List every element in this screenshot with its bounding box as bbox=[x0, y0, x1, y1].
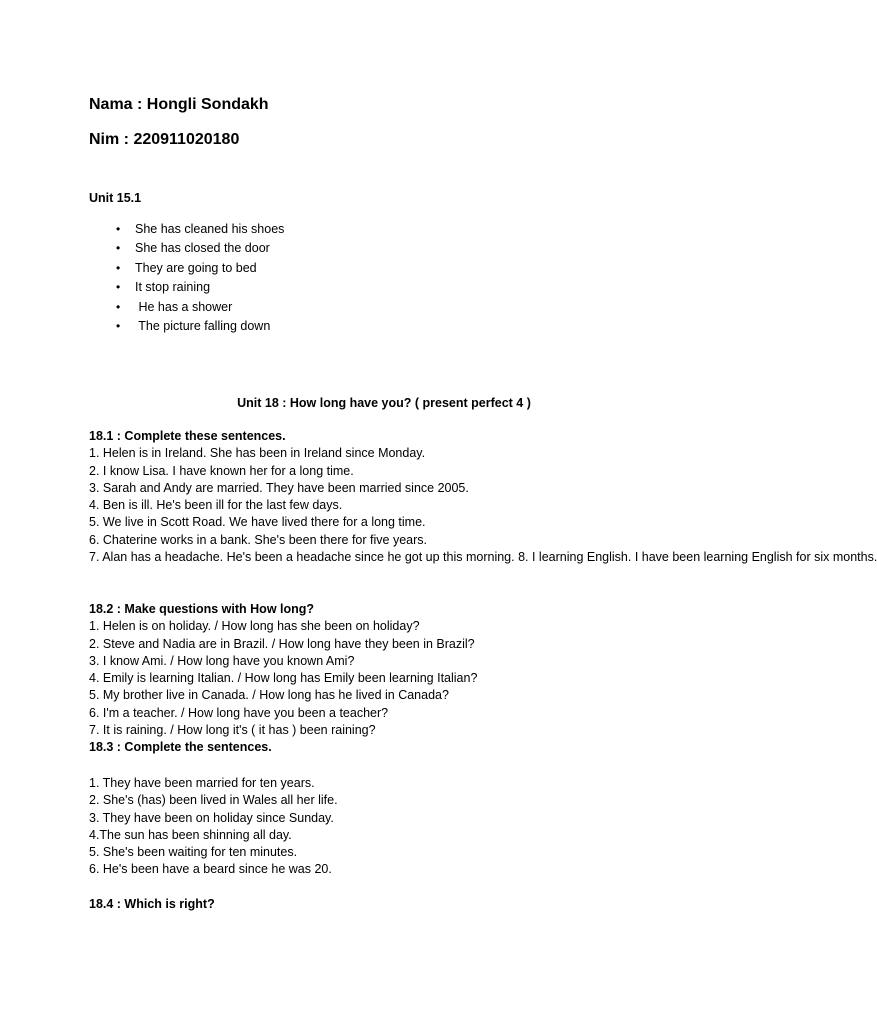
answer-line: 4.The sun has been shinning all day. bbox=[89, 827, 292, 842]
answer-line: 4. Ben is ill. He's been ill for the last few days. bbox=[89, 498, 343, 513]
unit15-title: Unit 15.1 bbox=[89, 191, 142, 205]
list-item-text: They are going to bed bbox=[135, 260, 257, 275]
list-item bbox=[116, 299, 284, 318]
exercise-18-1 bbox=[89, 428, 877, 566]
answer-line: 5. She's been waiting for ten minutes. bbox=[89, 845, 298, 860]
student-name: Nama : Hongli Sondakh bbox=[89, 96, 269, 113]
list-item bbox=[116, 221, 284, 240]
list-item-text: She has cleaned his shoes bbox=[135, 222, 285, 236]
answer-line: 2. She's (has) been lived in Wales all her life. bbox=[89, 793, 338, 808]
answer-line: 6. He's been have a beard since he was 20. bbox=[89, 862, 332, 877]
unit15-list bbox=[116, 221, 284, 337]
list-item-text: It stop raining bbox=[135, 280, 211, 295]
bullet-icon: • bbox=[116, 299, 121, 314]
bullet-icon: • bbox=[116, 280, 121, 295]
bullet-icon: • bbox=[116, 318, 121, 333]
exercise-18-4 bbox=[89, 896, 679, 913]
bullet-icon: • bbox=[116, 222, 121, 236]
answer-line: 4. Emily is learning Italian. / How long has Emily been learning Italian? bbox=[89, 671, 478, 686]
bullet-icon: • bbox=[116, 241, 121, 256]
exercise-heading: 18.1 : Complete these sentences. bbox=[89, 429, 286, 443]
list-item-text: She has closed the door bbox=[135, 241, 270, 256]
list-item-text: He has a shower bbox=[135, 299, 233, 314]
answer-line: 7. It is raining. / How long it's ( it has ) been raining? bbox=[89, 723, 376, 738]
unit18-title: Unit 18 : How long have you? ( present perfect 4 ) bbox=[237, 396, 531, 410]
answer-line: 1. They have been married for ten years. bbox=[89, 776, 315, 790]
exercise-18-2 bbox=[89, 601, 679, 757]
exercise-heading: 18.4 : Which is right? bbox=[89, 897, 215, 911]
answer-line: 3. I know Ami. / How long have you known Ami? bbox=[89, 653, 355, 668]
exercise-heading: 18.2 : Make questions with How long? bbox=[89, 602, 315, 616]
answer-line: 7. Alan has a headache. He's been a headache since he got up this morning. 8. I learning English. I have been learning English for six months. bbox=[89, 550, 877, 565]
list-item bbox=[116, 279, 284, 298]
answer-line: 3. Sarah and Andy are married. They have been married since 2005. bbox=[89, 480, 469, 495]
list-item bbox=[116, 240, 284, 259]
list-item-text: The picture falling down bbox=[135, 318, 271, 333]
answer-line: 2. Steve and Nadia are in Brazil. / How long have they been in Brazil? bbox=[89, 636, 475, 651]
exercise-18-3 bbox=[89, 775, 679, 879]
exercise-heading: 18.3 : Complete the sentences. bbox=[89, 740, 272, 755]
list-item bbox=[116, 318, 284, 337]
answer-line: 2. I know Lisa. I have known her for a long time. bbox=[89, 463, 354, 478]
answer-line: 5. My brother live in Canada. / How long has he lived in Canada? bbox=[89, 688, 449, 703]
student-nim: Nim : 220911020180 bbox=[89, 131, 240, 148]
list-item bbox=[116, 260, 284, 279]
answer-line: 6. I'm a teacher. / How long have you been a teacher? bbox=[89, 705, 389, 720]
answer-line: 3. They have been on holiday since Sunday. bbox=[89, 810, 334, 825]
answer-line: 5. We live in Scott Road. We have lived there for a long time. bbox=[89, 515, 426, 530]
answer-line: 1. Helen is on holiday. / How long has she been on holiday? bbox=[89, 619, 420, 634]
answer-line: 1. Helen is in Ireland. She has been in Ireland since Monday. bbox=[89, 446, 426, 461]
bullet-icon: • bbox=[116, 260, 121, 275]
answer-line: 6. Chaterine works in a bank. She's been there for five years. bbox=[89, 532, 427, 547]
